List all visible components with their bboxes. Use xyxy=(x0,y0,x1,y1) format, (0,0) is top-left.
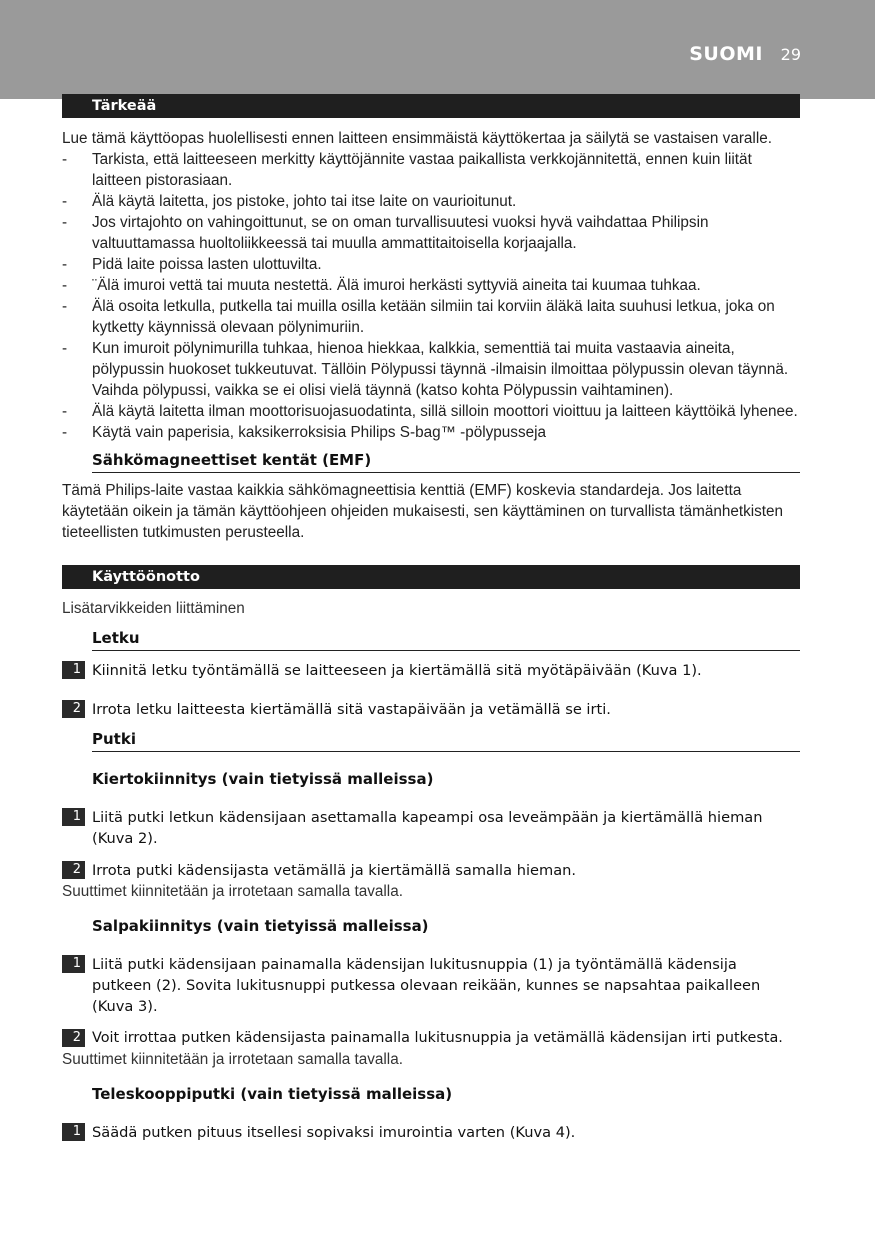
page-content xyxy=(62,94,800,1143)
telescopic-heading: Teleskooppiputki (vain tietyissä malleissa) xyxy=(92,1085,453,1103)
bullet-dash: - xyxy=(62,193,68,210)
step-number: 1 xyxy=(62,1123,85,1141)
page-number: 29 xyxy=(780,45,801,64)
bullet-dash: - xyxy=(62,151,68,168)
tube-heading: Putki xyxy=(92,728,800,752)
step-text: Voit irrottaa putken kädensijasta painamalla lukitusnuppia ja vetämällä kädensijan irti putkesta. xyxy=(92,1030,783,1046)
bullet-item xyxy=(62,275,800,296)
bullet-dash: - xyxy=(62,277,68,294)
bullet-dash: - xyxy=(62,298,68,315)
bullet-text: Älä käytä laitetta ilman moottorisuojasuodatinta, sillä silloin moottori vioittuu ja laitteen käyttöikä lyhenee. xyxy=(92,403,798,420)
bullet-item xyxy=(62,422,800,443)
bullet-dash: - xyxy=(62,403,68,420)
bullet-item xyxy=(62,212,800,254)
step-text: Kiinnitä letku työntämällä se laitteeseen ja kiertämällä sitä myötäpäivään (Kuva 1). xyxy=(92,662,702,679)
section-bar-important: Tärkeää xyxy=(62,94,800,118)
bullet-text: Älä käytä laitetta, jos pistoke, johto tai itse laite on vaurioitunut. xyxy=(92,193,517,210)
bullet-text: Jos virtajohto on vahingoittunut, se on oman turvallisuutesi vuoksi hyvä vaihdattaa Philipsin valtuuttamassa huoltoliikkeessä tai muulla ammattitaitoisella korjaajalla. xyxy=(92,214,709,252)
twist-note: Suuttimet kiinnitetään ja irrotetaan samalla tavalla. xyxy=(62,883,403,900)
step-text: Irrota letku laitteesta kiertämällä sitä vastapäivään ja vetämällä se irti. xyxy=(92,701,611,718)
section-bar-setup: Käyttöönotto xyxy=(62,565,800,589)
bullet-dash: - xyxy=(62,214,68,231)
emf-heading: Sähkömagneettiset kentät (EMF) xyxy=(92,449,800,473)
latch-step xyxy=(62,954,782,1017)
step-text: Liitä putki letkun kädensijaan asettamalla kapeampi osa leveämpään ja kiertämällä hieman (Kuva 2). xyxy=(92,809,763,847)
bullet-text: ¨Älä imuroi vettä tai muuta nestettä. Älä imuroi herkästi syttyviä aineita tai kuumaa tuhkaa. xyxy=(92,277,701,294)
bullet-text: Älä osoita letkulla, putkella tai muilla osilla ketään silmiin tai korviin äläkä laita suuhusi letkua, joka on kytketty käynnissä olevaan pölynimuriin. xyxy=(92,298,775,336)
step-text: Säädä putken pituus itsellesi sopivaksi imurointia varten (Kuva 4). xyxy=(92,1124,576,1141)
step-number: 1 xyxy=(62,661,85,679)
telescopic-step xyxy=(62,1122,800,1143)
bullet-item xyxy=(62,401,800,422)
header-language: SUOMI xyxy=(689,43,763,65)
step-number: 1 xyxy=(62,955,85,973)
bullet-text: Käytä vain paperisia, kaksikerroksisia Philips S-bag™ -pölypusseja xyxy=(92,424,547,441)
step-number: 1 xyxy=(62,808,85,826)
important-bullet-list xyxy=(62,149,800,443)
bullet-item xyxy=(62,149,800,191)
twist-heading: Kiertokiinnitys (vain tietyissä malleissa) xyxy=(92,770,434,788)
hose-step xyxy=(62,699,800,720)
important-intro: Lue tämä käyttöopas huolellisesti ennen laitteen ensimmäistä käyttökertaa ja säilytä se vastaisen varalle. xyxy=(62,130,772,147)
emf-text: Tämä Philips-laite vastaa kaikkia sähkömagneettisia kenttiä (EMF) koskevia standardeja. Jos laitetta käytetään oikein ja tämän käyttöohjeen ohjeiden mukaisesti, sen käyttäminen on turvallista tämänhetkisten tieteellisten tutkimusten perusteella. xyxy=(62,482,784,541)
twist-step xyxy=(62,860,800,881)
bullet-dash: - xyxy=(62,340,68,357)
bullet-item xyxy=(62,338,800,401)
bullet-text: Kun imuroit pölynimurilla tuhkaa, hienoa hiekkaa, kalkkia, sementtiä tai muita vastaavia aineita, pölypussin huokoset tukkeutuvat. Tällöin Pölypussi täynnä -ilmaisin ilmoittaa pölypussin olevan täynnä. Vaihda pölypussi, vaikka se ei olisi vielä täynnä (katso kohta Pölypussin vaihtaminen). xyxy=(92,340,789,399)
step-text: Liitä putki kädensijaan painamalla kädensijan lukitusnuppia (1) ja työntämällä kädensija putkeen (2). Sovita lukitusnuppi putkessa olevaan reikään, kunnes se napsahtaa paikalleen (Kuva 3). xyxy=(92,956,761,1015)
step-number: 2 xyxy=(62,700,85,718)
bullet-item xyxy=(62,296,800,338)
bullet-text: Pidä laite poissa lasten ulottuvilta. xyxy=(92,256,322,273)
bullet-item xyxy=(62,191,800,212)
latch-note: Suuttimet kiinnitetään ja irrotetaan samalla tavalla. xyxy=(62,1051,403,1068)
bullet-text: Tarkista, että laitteeseen merkitty käyttöjännite vastaa paikallista verkkojännitettä, ennen kuin liität laitteen pistorasiaan. xyxy=(92,151,752,189)
bullet-item xyxy=(62,254,800,275)
latch-step xyxy=(62,1028,800,1049)
twist-step xyxy=(62,807,772,849)
bullet-dash: - xyxy=(62,424,68,441)
step-number: 2 xyxy=(62,1029,85,1047)
step-text: Irrota putki kädensijasta vetämällä ja kiertämällä samalla hieman. xyxy=(92,862,577,879)
bullet-dash: - xyxy=(62,256,68,273)
hose-heading: Letku xyxy=(92,627,800,651)
step-number: 2 xyxy=(62,861,85,879)
hose-step xyxy=(62,660,800,681)
latch-heading: Salpakiinnitys (vain tietyissä malleissa) xyxy=(92,917,429,935)
setup-intro: Lisätarvikkeiden liittäminen xyxy=(62,600,245,617)
